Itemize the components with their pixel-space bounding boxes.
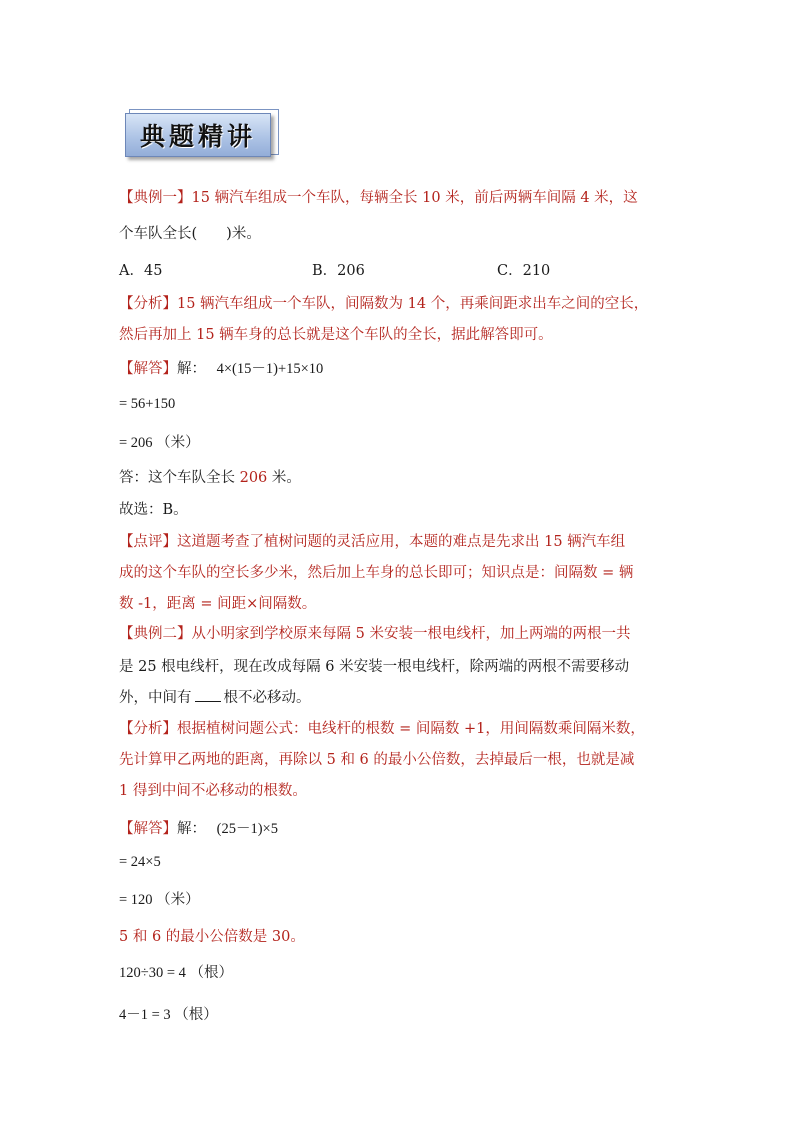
ex2-step5: 4－1 = 3 （根） (119, 1007, 218, 1023)
ex1-step2: = 56+150 (119, 396, 176, 412)
ex1-analysis-line2: 然后再加上 15 辆车身的总长就是这个车队的全长，据此解答即可。 (119, 327, 553, 343)
analysis-tag: 【分析】 (119, 296, 177, 312)
ex2-line3-end: 根不必移动。 (223, 690, 311, 706)
ex2-step4: 120÷30 = 4 （根） (119, 965, 234, 981)
ex1-analysis-line1 (119, 292, 648, 313)
reply-value: 206 (239, 470, 268, 486)
reply-prefix: 答：这个车队全长 (119, 470, 240, 486)
ex1-comment-line3: 数 -1，距离 = 间距×间隔数。 (119, 596, 317, 612)
ex1-step1: 4×(15－1)+15×10 (216, 361, 324, 377)
ex1-step3: = 206 （米） (119, 435, 200, 451)
comment-text: 这道题考查了植树问题的灵活应用，本题的难点是先求出 15 辆汽车组 (177, 534, 626, 550)
analysis-tag: 【分析】 (119, 721, 177, 737)
option-a: A．45 (119, 263, 163, 279)
option-c: C．210 (497, 263, 551, 279)
ex2-lcm: 5 和 6 的最小公倍数是 30。 (119, 929, 305, 945)
answer-blank[interactable] (195, 689, 221, 702)
answer-tag: 【解答】 (119, 361, 177, 377)
option-b: B．206 (312, 263, 365, 279)
banner-face (125, 113, 271, 157)
ex2-analysis-line1 (119, 717, 645, 738)
ex1-answer-line (119, 357, 323, 378)
ex1-comment-line2: 成的这个车队的空长多少米，然后加上车身的总长即可；知识点是：间隔数 = 辆 (119, 565, 634, 581)
ex2-question-line1: 【典例二】从小明家到学校原来每隔 5 米安装一根电线杆，加上两端的两根一共 (119, 626, 631, 642)
reply-suffix: 米。 (267, 470, 301, 486)
answer-tag: 【解答】 (119, 821, 177, 837)
ex1-choice: 故选：B。 (119, 502, 188, 518)
comment-tag: 【点评】 (119, 534, 177, 550)
section-banner (125, 113, 277, 161)
ex2-step3: = 120 （米） (119, 892, 200, 908)
analysis-text: 根据植树问题公式：电线杆的根数 = 间隔数 +1，用间隔数乘间隔米数， (177, 721, 645, 737)
answer-prefix: 解： (177, 821, 206, 837)
ex1-reply (119, 466, 301, 487)
ex2-question-line2: 是 25 根电线杆，现在改成每隔 6 米安装一根电线杆，除两端的两根不需要移动 (119, 659, 630, 675)
ex1-question-line1 (119, 186, 638, 207)
banner-title: 典题精讲 (139, 122, 256, 151)
answer-prefix: 解： (177, 361, 206, 377)
ex2-answer-line (119, 817, 278, 838)
ex1-comment-line1 (119, 530, 625, 551)
ex2-analysis-line3: 1 得到中间不必移动的根数。 (119, 783, 307, 799)
ex1-question-line2: 个车队全长( )米。 (119, 226, 261, 242)
ex2-step2: = 24×5 (119, 854, 161, 870)
ex1-question-text1: 【典例一】15 辆汽车组成一个车队，每辆全长 10 米，前后两辆车间隔 4 米，这 (119, 190, 638, 206)
ex2-step1: (25－1)×5 (216, 821, 278, 837)
analysis-text: 15 辆汽车组成一个车队，间隔数为 14 个，再乘间距求出车之间的空长， (177, 296, 649, 312)
ex2-line3-start: 外，中间有 (119, 690, 192, 706)
ex2-question-line3 (119, 686, 311, 707)
ex2-analysis-line2: 先计算甲乙两地的距离，再除以 5 和 6 的最小公倍数，去掉最后一根，也就是减 (119, 752, 635, 768)
